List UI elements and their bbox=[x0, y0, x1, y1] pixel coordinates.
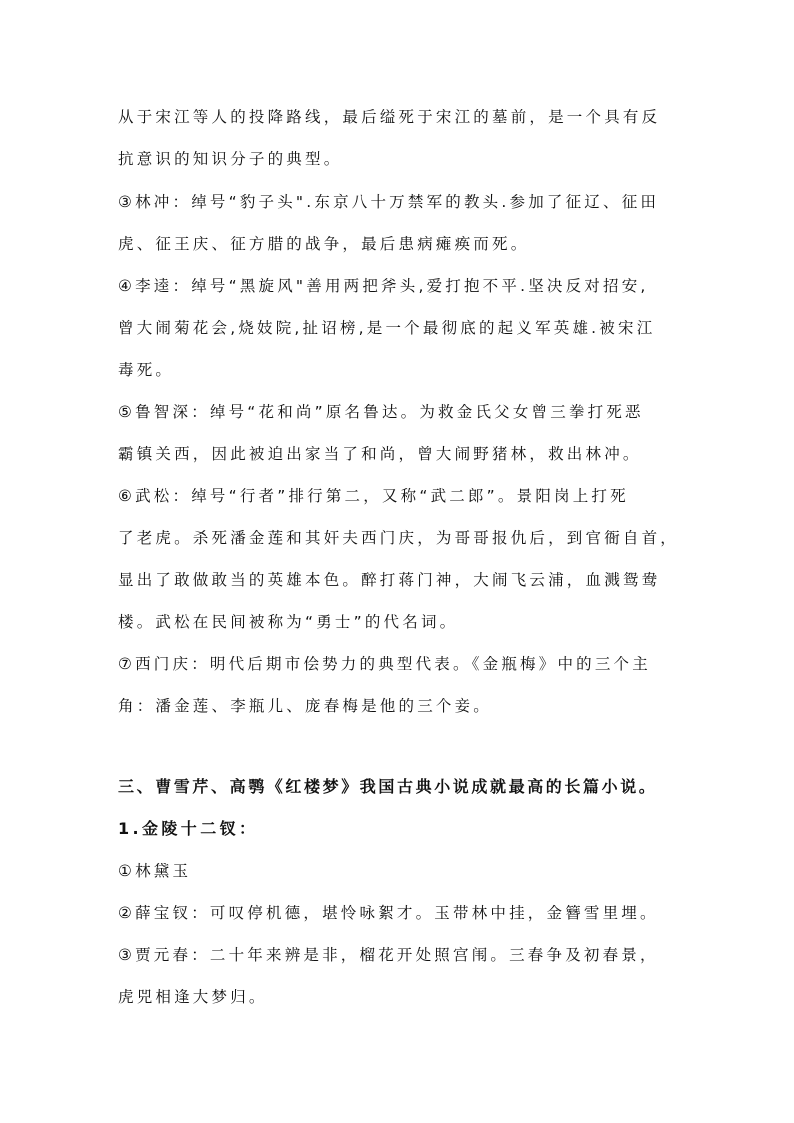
body-line: 虎、征王庆、征方腊的战争，最后患病瘫痪而死。 bbox=[118, 235, 530, 253]
body-line: ⑦西门庆：明代后期市侩势力的典型代表。《金瓶梅》中的三个主 bbox=[118, 655, 651, 673]
body-line: ③林冲：绰号“豹子头".东京八十万禁军的教头.参加了征辽、征田 bbox=[118, 193, 660, 211]
body-line: 了老虎。杀死潘金莲和其奸夫西门庆，为哥哥报仇后，到官衙自首， bbox=[118, 529, 680, 547]
body-line: 霸镇关西，因此被迫出家当了和尚，曾大闹野猪林，救出林冲。 bbox=[118, 445, 642, 463]
body-line: 毒死。 bbox=[118, 361, 175, 379]
section-heading: 三、曹雪芹、高鹗《红楼梦》我国古典小说成就最高的长篇小说。 bbox=[118, 777, 658, 796]
subheading: 1.金陵十二钗： bbox=[118, 819, 259, 838]
body-line: ④李逵：绰号“黑旋风"善用两把斧头,爱打抱不平.坚决反对招安, bbox=[118, 277, 649, 295]
body-line: 楼。武松在民间被称为“勇士”的代名词。 bbox=[118, 613, 459, 631]
list-item: 虎兕相逢大梦归。 bbox=[118, 988, 268, 1006]
body-line: ⑥武松：绰号“行者”排行第二，又称“武二郎”。景阳岗上打死 bbox=[118, 487, 629, 505]
list-item: ①林黛玉 bbox=[118, 862, 192, 880]
body-line: 曾大闹菊花会,烧妓院,扯诏榜,是一个最彻底的起义军英雄.被宋江 bbox=[118, 319, 656, 337]
body-line: 抗意识的知识分子的典型。 bbox=[118, 150, 343, 168]
body-line: 从于宋江等人的投降路线，最后缢死于宋江的墓前，是一个具有反 bbox=[118, 108, 661, 126]
body-line: ⑤鲁智深：绰号“花和尚”原名鲁达。为救金氏父女曾三拳打死恶 bbox=[118, 403, 644, 421]
list-item: ②薛宝钗：可叹停机德，堪怜咏絮才。玉带林中挂，金簪雪里埋。 bbox=[118, 904, 659, 922]
list-item: ③贾元春：二十年来辨是非，榴花开处照宫闱。三春争及初春景， bbox=[118, 946, 659, 964]
body-line: 显出了敢做敢当的英雄本色。醉打蒋门神，大闹飞云浦，血溅鸳鸯 bbox=[118, 571, 661, 589]
body-line: 角：潘金莲、李瓶儿、庞春梅是他的三个妾。 bbox=[118, 697, 493, 715]
